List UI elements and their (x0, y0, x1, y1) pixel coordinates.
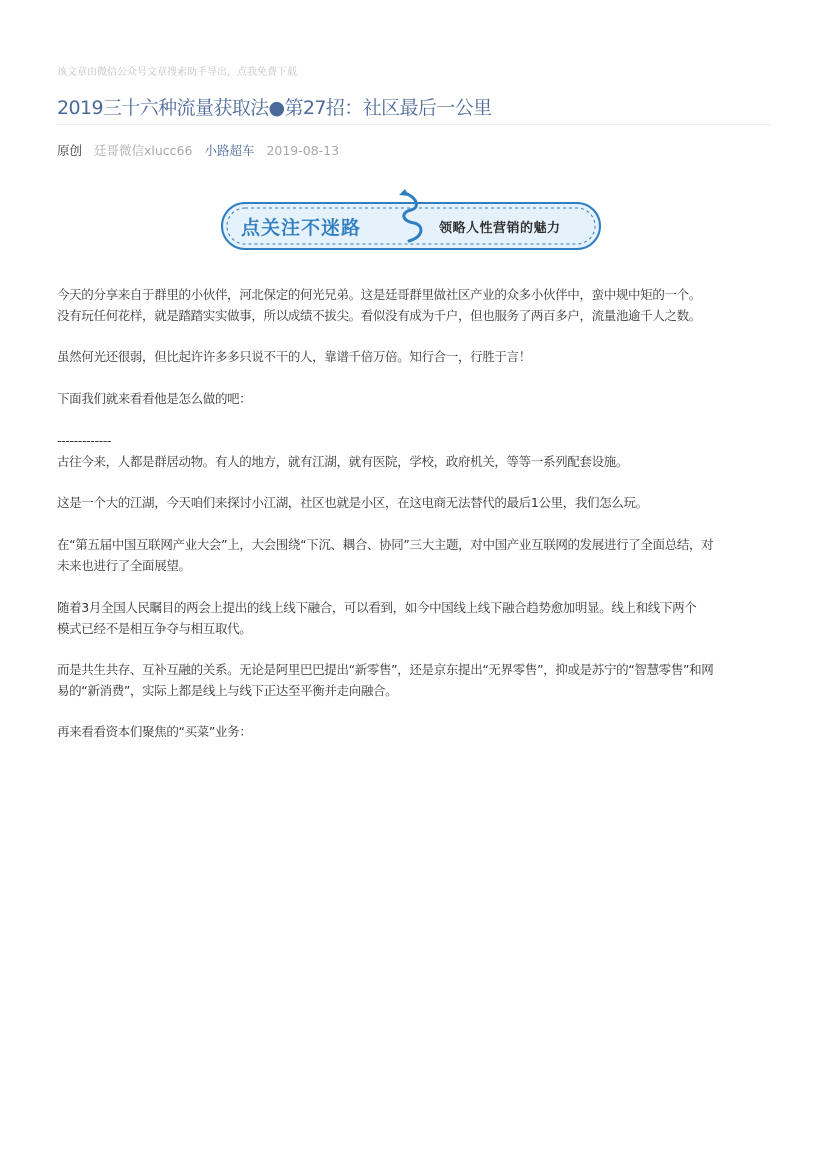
paragraph-line: 在“第五届中国互联网产业大会”上，大会围绕“下沉、耦合、协同”三大主题，对中国产业互联网的发展进行了全面总结，对 (57, 537, 714, 552)
paragraph-line: 而是共生共存、互补互融的关系。无论是阿里巴巴提出“新零售”，还是京东提出“无界零售”，抑或是苏宁的“智慧零售”和网 (57, 662, 714, 677)
original-tag: 原创 (57, 143, 83, 158)
paragraph-lead-in (57, 388, 771, 409)
paragraph-new-retail (57, 659, 771, 701)
paragraph-community (57, 492, 771, 513)
banner-follow-text: 点关注不迷路 (241, 217, 362, 239)
paragraph-line: 虽然何光还很弱，但比起许许多多只说不干的人，靠谱千倍万倍。知行合一，行胜于言！ (57, 349, 531, 364)
paragraph-line: 再来看看资本们聚焦的“买菜”业务： (57, 724, 252, 739)
paragraph-comparison (57, 346, 771, 367)
banner-tagline: 领略人性营销的魅力 (439, 221, 561, 236)
paragraph-grocery (57, 721, 771, 742)
paragraph-line: 这是一个大的江湖，今天咱们来探讨小江湖，社区也就是小区，在这电商无法替代的最后1公里，我们怎么玩。 (57, 495, 648, 510)
paragraph-intro (57, 284, 771, 326)
account-link[interactable]: 小路超车 (204, 143, 255, 158)
article-meta (57, 141, 347, 159)
export-note-link[interactable]: 该文章由微信公众号文章搜索助手导出，点我免费下载 (57, 67, 297, 78)
paragraph-line: 没有玩任何花样，就是踏踏实实做事，所以成绩不拔尖。看似没有成为千户，但也服务了两百多户，流量池逾千人之数。 (57, 308, 701, 323)
follow-banner[interactable] (219, 185, 604, 255)
paragraph-line: 模式已经不是相互争夺与相互取代。 (57, 621, 252, 636)
paragraph-line: 随着3月全国人民瞩目的两会上提出的线上线下融合，可以看到，如今中国线上线下融合趋势愈加明显。线上和线下两个 (57, 600, 697, 615)
paragraph-line: 未来也进行了全面展望。 (57, 558, 191, 573)
publish-date: 2019-08-13 (266, 143, 340, 158)
paragraph-integration (57, 597, 771, 639)
paragraph-conference (57, 534, 771, 576)
paragraph-line: 古往今来，人都是群居动物。有人的地方，就有江湖，就有医院，学校，政府机关，等等一系列配套设施。 (57, 454, 629, 469)
paragraph-line: 易的“新消费”，实际上都是线上与线下正达至平衡并走向融合。 (57, 683, 398, 698)
paragraph-line: 下面我们就来看看他是怎么做的吧： (57, 391, 252, 406)
title-divider (57, 124, 771, 125)
author-name: 廷哥微信xlucc66 (94, 143, 193, 158)
text-divider: ------------- (57, 433, 112, 448)
paragraph-divider-block (57, 430, 771, 472)
paragraph-line: 今天的分享来自于群里的小伙伴，河北保定的何光兄弟。这是廷哥群里做社区产业的众多小伙伴中，蛮中规中矩的一个。 (57, 287, 701, 302)
article-title: 2019三十六种流量获取法●第27招：社区最后一公里 (57, 97, 492, 119)
